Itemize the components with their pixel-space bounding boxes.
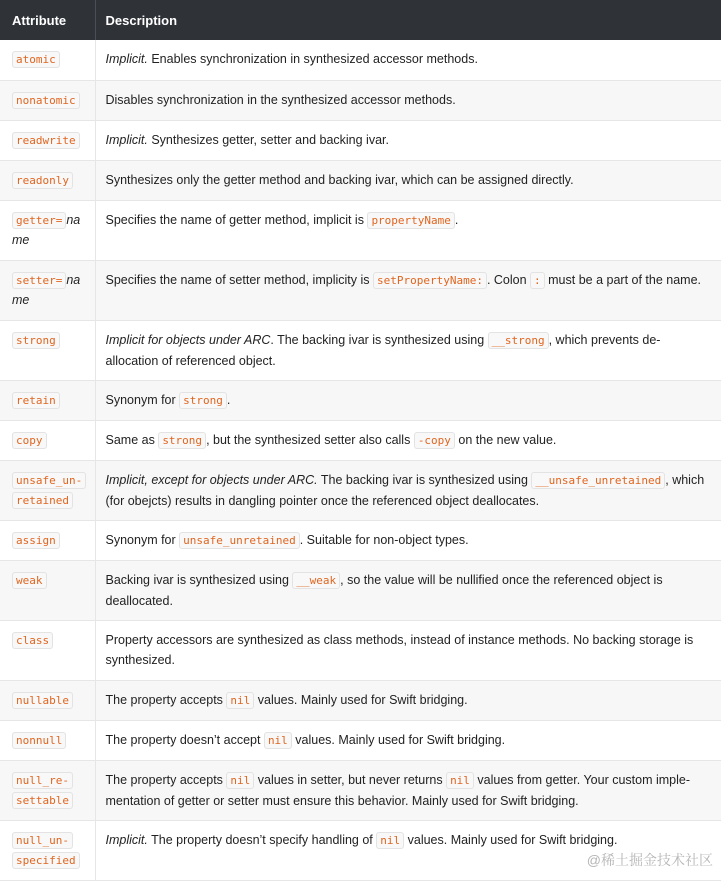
code-token: nonatomic <box>12 92 80 109</box>
attribute-cell <box>0 520 95 560</box>
code-token: __weak <box>292 572 340 589</box>
text-segment: must be a part of the name. <box>544 272 702 287</box>
attribute-cell <box>0 160 95 200</box>
text-segment: . The backing ivar is synthesized using <box>270 332 488 347</box>
text-segment: values. Mainly used for Swift bridging. <box>291 732 506 747</box>
attribute-cell <box>0 820 95 880</box>
description-cell <box>95 200 721 260</box>
table-row <box>0 200 721 260</box>
text-segment: Synonym for <box>105 392 180 407</box>
code-token: assign <box>12 532 60 549</box>
description-cell <box>95 260 721 320</box>
table-row <box>0 420 721 460</box>
attribute-cell <box>0 320 95 380</box>
text-segment: values from getter. Your custom imple-mentation of getter or setter must ensure this behavior. Mainly used for Swift bridging. <box>105 772 691 808</box>
code-token: weak <box>12 572 47 589</box>
attribute-cell <box>0 260 95 320</box>
code-token: specified <box>12 852 80 869</box>
text-segment: Synonym for <box>105 532 180 547</box>
code-token: retained <box>12 492 73 509</box>
table-row <box>0 760 721 820</box>
text-segment: , but the synthesized setter also calls <box>206 432 414 447</box>
emphasis-text: na me <box>12 212 81 247</box>
code-token: atomic <box>12 51 60 68</box>
code-token: : <box>530 272 545 289</box>
description-cell <box>95 680 721 720</box>
code-token: __strong <box>488 332 549 349</box>
text-segment: The property doesn’t accept <box>105 732 264 747</box>
table-row <box>0 520 721 560</box>
text-segment: Specifies the name of setter method, implicity is <box>105 272 373 287</box>
code-token: readwrite <box>12 132 80 149</box>
description-cell <box>95 420 721 460</box>
description-cell <box>95 520 721 560</box>
text-segment: . Suitable for non-object types. <box>299 532 469 547</box>
attribute-cell <box>0 720 95 760</box>
code-token: unsafe_unretained <box>179 532 300 549</box>
text-segment: Same as <box>105 432 159 447</box>
table-row <box>0 260 721 320</box>
emphasis-text: Implicit for objects under ARC <box>105 332 271 347</box>
text-segment: . Colon <box>486 272 531 287</box>
description-cell <box>95 320 721 380</box>
description-cell <box>95 460 721 520</box>
text-segment: , which prevents de-allocation of referenced object. <box>105 332 661 368</box>
attribute-cell <box>0 40 95 80</box>
code-token: readonly <box>12 172 73 189</box>
table-row <box>0 320 721 380</box>
table-row <box>0 460 721 520</box>
description-cell <box>95 720 721 760</box>
attribute-cell <box>0 380 95 420</box>
code-token: class <box>12 632 53 649</box>
code-token: nil <box>226 692 254 709</box>
attribute-cell <box>0 120 95 160</box>
description-cell <box>95 560 721 620</box>
attribute-cell <box>0 80 95 120</box>
text-segment: The backing ivar is synthesized using <box>317 472 532 487</box>
text-segment: The property doesn’t specify handling of <box>147 832 377 847</box>
description-cell <box>95 620 721 680</box>
text-segment: The property accepts <box>105 772 227 787</box>
text-segment: Synthesizes getter, setter and backing ivar. <box>147 132 389 147</box>
attribute-cell <box>0 620 95 680</box>
table-row <box>0 160 721 200</box>
description-cell <box>95 120 721 160</box>
code-token: nil <box>226 772 254 789</box>
table-row <box>0 380 721 420</box>
emphasis-text: Implicit. <box>105 832 148 847</box>
emphasis-text: na me <box>12 272 81 307</box>
attribute-cell <box>0 420 95 460</box>
text-segment: Enables synchronization in synthesized accessor methods. <box>147 52 478 66</box>
code-token: -copy <box>414 432 455 449</box>
code-token: propertyName <box>367 212 454 229</box>
table-row <box>0 680 721 720</box>
table-row <box>0 80 721 120</box>
header-description: Description <box>95 0 721 40</box>
code-token: copy <box>12 432 47 449</box>
text-segment: on the new value. <box>454 432 557 447</box>
table-header-row <box>0 0 721 40</box>
table-row <box>0 560 721 620</box>
table-row <box>0 720 721 760</box>
attribute-cell <box>0 460 95 520</box>
code-token: nil <box>446 772 474 789</box>
watermark: @稀土掘金技术社区 <box>586 852 713 868</box>
description-cell <box>95 380 721 420</box>
text-segment: The property accepts <box>105 692 227 707</box>
text-segment: Disables synchronization in the synthesized accessor methods. <box>105 92 456 107</box>
code-token: null_re- <box>12 772 73 789</box>
code-token: settable <box>12 792 73 809</box>
header-attribute: Attribute <box>0 0 95 40</box>
emphasis-text: Implicit, except for objects under ARC. <box>105 472 318 487</box>
emphasis-text: Implicit. <box>105 132 148 147</box>
text-segment: , which (for obejcts) results in dangling pointer once the referenced object deallocates. <box>105 472 705 508</box>
emphasis-text: Implicit. <box>105 52 148 66</box>
text-segment: Property accessors are synthesized as class methods, instead of instance methods. No backing storage is synthesized. <box>105 632 694 667</box>
code-token: nil <box>264 732 292 749</box>
text-segment: Specifies the name of getter method, implicit is <box>105 212 368 227</box>
text-segment: . <box>226 392 231 407</box>
description-cell <box>95 80 721 120</box>
text-segment: , so the value will be nullified once the referenced object is deallocated. <box>105 572 663 608</box>
attribute-cell <box>0 200 95 260</box>
description-cell <box>95 760 721 820</box>
code-token: getter= <box>12 212 66 229</box>
code-token: nonnull <box>12 732 66 749</box>
table-row <box>0 40 721 80</box>
code-token: strong <box>158 432 206 449</box>
text-segment: values. Mainly used for Swift bridging. <box>254 692 468 707</box>
text-segment: values. Mainly used for Swift bridging. <box>404 832 618 847</box>
code-token: __unsafe_unretained <box>531 472 665 489</box>
description-cell <box>95 160 721 200</box>
code-token: null_un- <box>12 832 73 849</box>
text-segment: Backing ivar is synthesized using <box>105 572 293 587</box>
code-token: strong <box>179 392 227 409</box>
code-token: unsafe_un- <box>12 472 86 489</box>
code-token: setPropertyName: <box>373 272 487 289</box>
code-token: setter= <box>12 272 66 289</box>
description-cell <box>95 40 721 80</box>
code-token: nil <box>376 832 404 849</box>
code-token: retain <box>12 392 60 409</box>
attribute-cell <box>0 560 95 620</box>
text-segment: values in setter, but never returns <box>254 772 447 787</box>
code-token: nullable <box>12 692 73 709</box>
code-token: strong <box>12 332 60 349</box>
text-segment: . <box>454 212 459 227</box>
attribute-cell <box>0 760 95 820</box>
attribute-cell <box>0 680 95 720</box>
table-row <box>0 620 721 680</box>
text-segment: Synthesizes only the getter method and backing ivar, which can be assigned directly. <box>105 172 574 187</box>
table-row <box>0 120 721 160</box>
